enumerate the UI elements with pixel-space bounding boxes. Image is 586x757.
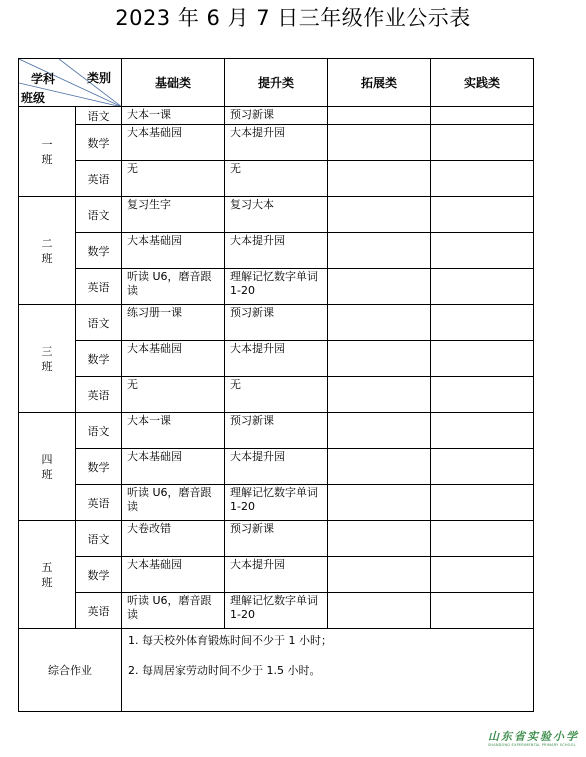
class-name-char: 班 — [41, 152, 53, 166]
basic-homework-cell: 无 — [122, 377, 225, 413]
practice-homework-cell — [431, 233, 534, 269]
class-name-char: 三 — [41, 344, 53, 358]
practice-homework-cell — [431, 341, 534, 377]
practice-homework-cell — [431, 125, 534, 161]
summary-item: 1. 每天校外体育锻炼时间不少于 1 小时； — [128, 634, 332, 647]
advanced-homework-cell: 大本提升园 — [225, 449, 328, 485]
col-header-practice: 实践类 — [431, 59, 534, 107]
table-row — [19, 557, 534, 593]
extended-homework-cell — [328, 341, 431, 377]
advanced-homework-cell: 预习新课 — [225, 521, 328, 557]
advanced-homework-cell: 预习新课 — [225, 305, 328, 341]
table-row — [19, 125, 534, 161]
practice-homework-cell — [431, 377, 534, 413]
class-name-char: 一 — [41, 137, 53, 151]
extended-homework-cell — [328, 485, 431, 521]
table-row — [19, 233, 534, 269]
table-row — [19, 107, 534, 125]
subject-cell: 数学 — [76, 341, 122, 377]
practice-homework-cell — [431, 485, 534, 521]
table-row — [19, 377, 534, 413]
homework-table — [18, 58, 534, 712]
basic-homework-cell: 听读 U6，磨音跟读 — [122, 485, 225, 521]
advanced-homework-cell: 无 — [225, 161, 328, 197]
advanced-homework-cell: 大本提升园 — [225, 125, 328, 161]
extended-homework-cell — [328, 449, 431, 485]
subject-cell: 英语 — [76, 485, 122, 521]
subject-cell: 数学 — [76, 449, 122, 485]
summary-label: 综合作业 — [19, 629, 122, 712]
extended-homework-cell — [328, 197, 431, 233]
extended-homework-cell — [328, 107, 431, 125]
basic-homework-cell: 大本基础园 — [122, 233, 225, 269]
header-row — [19, 59, 534, 107]
advanced-homework-cell: 复习大本 — [225, 197, 328, 233]
basic-homework-cell: 听读 U6，磨音跟读 — [122, 269, 225, 305]
advanced-homework-cell: 理解记忆数字单词 1-20 — [225, 485, 328, 521]
table-row — [19, 269, 534, 305]
page-title: 2023 年 6 月 7 日三年级作业公示表 — [115, 6, 471, 30]
subject-cell: 语文 — [76, 521, 122, 557]
logo-subtext: SHANDONG EXPERIMENTAL PRIMARY SCHOOL — [488, 743, 576, 747]
class-name-char: 二 — [41, 236, 53, 250]
practice-homework-cell — [431, 161, 534, 197]
table-row — [19, 341, 534, 377]
class-name-cell — [19, 197, 76, 305]
basic-homework-cell: 大本基础园 — [122, 557, 225, 593]
extended-homework-cell — [328, 413, 431, 449]
col-header-advanced: 提升类 — [225, 59, 328, 107]
table-row — [19, 521, 534, 557]
table-row — [19, 197, 534, 233]
subject-cell: 数学 — [76, 233, 122, 269]
subject-cell: 语文 — [76, 197, 122, 233]
practice-homework-cell — [431, 521, 534, 557]
corner-subject-label: 学科 — [31, 72, 56, 86]
advanced-homework-cell: 预习新课 — [225, 413, 328, 449]
advanced-homework-cell: 理解记忆数字单词 1-20 — [225, 269, 328, 305]
practice-homework-cell — [431, 449, 534, 485]
basic-homework-cell: 大卷改错 — [122, 521, 225, 557]
practice-homework-cell — [431, 413, 534, 449]
school-logo — [488, 731, 584, 753]
summary-item: 2. 每周居家劳动时间不少于 1.5 小时。 — [128, 664, 321, 677]
advanced-homework-cell: 无 — [225, 377, 328, 413]
class-name-char: 班 — [41, 251, 53, 265]
subject-cell: 英语 — [76, 269, 122, 305]
logo-text: 山东省实验小学 — [488, 730, 579, 743]
class-name-char: 班 — [41, 575, 53, 589]
extended-homework-cell — [328, 557, 431, 593]
basic-homework-cell: 复习生字 — [122, 197, 225, 233]
corner-class-label: 班级 — [21, 91, 46, 105]
extended-homework-cell — [328, 593, 431, 629]
basic-homework-cell: 练习册一课 — [122, 305, 225, 341]
extended-homework-cell — [328, 161, 431, 197]
subject-cell: 语文 — [76, 413, 122, 449]
basic-homework-cell: 大本一课 — [122, 107, 225, 125]
basic-homework-cell: 大本一课 — [122, 413, 225, 449]
extended-homework-cell — [328, 269, 431, 305]
summary-content — [122, 629, 534, 712]
col-header-extended: 拓展类 — [328, 59, 431, 107]
class-name-cell — [19, 305, 76, 413]
class-name-cell — [19, 107, 76, 197]
table-row — [19, 593, 534, 629]
corner-type-label: 类别 — [86, 71, 111, 85]
subject-cell: 数学 — [76, 557, 122, 593]
basic-homework-cell: 大本基础园 — [122, 449, 225, 485]
class-name-char: 班 — [41, 467, 53, 481]
class-name-char: 四 — [41, 452, 53, 466]
basic-homework-cell: 大本基础园 — [122, 341, 225, 377]
subject-cell: 英语 — [76, 377, 122, 413]
class-name-char: 班 — [41, 359, 53, 373]
subject-cell: 数学 — [76, 125, 122, 161]
advanced-homework-cell: 大本提升园 — [225, 341, 328, 377]
subject-cell: 英语 — [76, 593, 122, 629]
basic-homework-cell: 听读 U6，磨音跟读 — [122, 593, 225, 629]
subject-cell: 语文 — [76, 305, 122, 341]
table-row — [19, 161, 534, 197]
col-header-basic: 基础类 — [122, 59, 225, 107]
table-row — [19, 305, 534, 341]
extended-homework-cell — [328, 521, 431, 557]
practice-homework-cell — [431, 557, 534, 593]
table-row — [19, 485, 534, 521]
class-name-cell — [19, 521, 76, 629]
practice-homework-cell — [431, 305, 534, 341]
basic-homework-cell: 无 — [122, 161, 225, 197]
extended-homework-cell — [328, 305, 431, 341]
class-name-char: 五 — [41, 560, 53, 574]
summary-row — [19, 629, 534, 712]
extended-homework-cell — [328, 125, 431, 161]
practice-homework-cell — [431, 197, 534, 233]
subject-cell: 语文 — [76, 107, 122, 125]
advanced-homework-cell: 理解记忆数字单词 1-20 — [225, 593, 328, 629]
advanced-homework-cell: 大本提升园 — [225, 557, 328, 593]
practice-homework-cell — [431, 107, 534, 125]
practice-homework-cell — [431, 593, 534, 629]
advanced-homework-cell: 预习新课 — [225, 107, 328, 125]
corner-cell — [19, 59, 122, 107]
advanced-homework-cell: 大本提升园 — [225, 233, 328, 269]
table-row — [19, 449, 534, 485]
basic-homework-cell: 大本基础园 — [122, 125, 225, 161]
class-name-cell — [19, 413, 76, 521]
subject-cell: 英语 — [76, 161, 122, 197]
table-row — [19, 413, 534, 449]
practice-homework-cell — [431, 269, 534, 305]
extended-homework-cell — [328, 233, 431, 269]
extended-homework-cell — [328, 377, 431, 413]
